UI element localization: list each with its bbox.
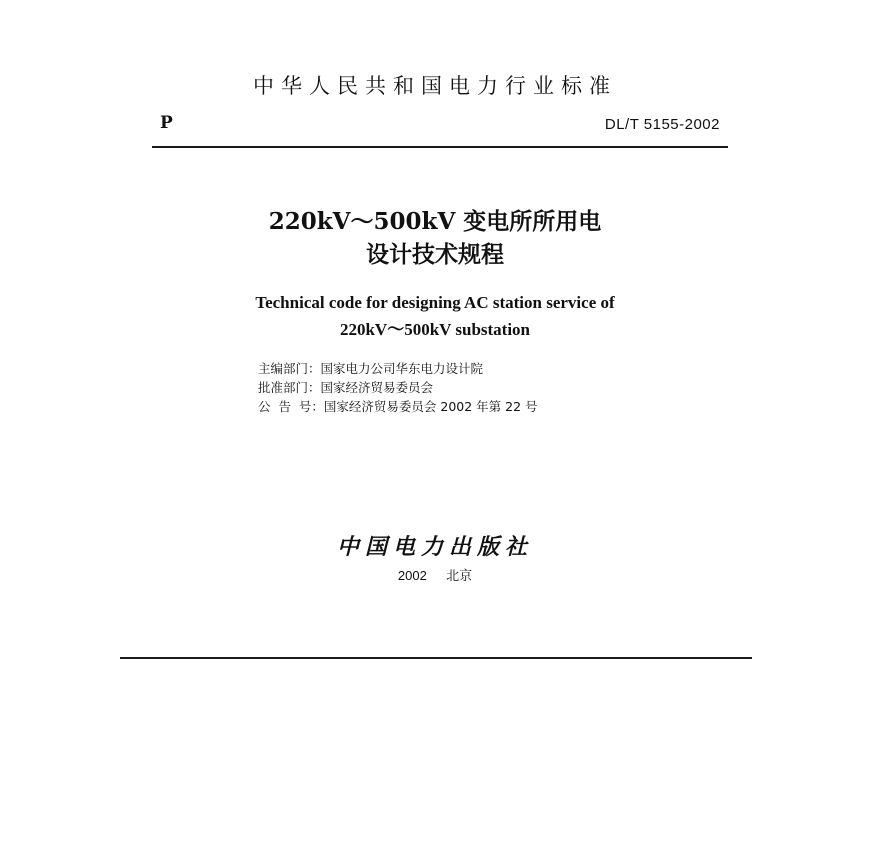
publisher-name: 中国电力出版社: [336, 534, 533, 560]
english-title: [0, 289, 870, 343]
classification-letter: P: [160, 113, 173, 133]
approver-value: 国家经济贸易委员会: [320, 380, 434, 395]
editor-value: 国家电力公司华东电力设计院: [320, 361, 484, 376]
approver-row: [258, 378, 538, 397]
english-title-line-1: Technical code for designing AC station service of: [255, 293, 615, 312]
editor-label: 主编部门：: [258, 361, 321, 376]
chinese-title-line-1: 220kV～500kV 变电所所用电: [268, 208, 602, 235]
notice-label: 公 告 号：: [258, 399, 324, 414]
notice-row: [258, 397, 538, 416]
chinese-title: [0, 205, 870, 271]
header-rule: [152, 146, 728, 148]
standard-code: DL/T 5155-2002: [604, 116, 720, 133]
notice-value: 国家经济贸易委员会 2002 年第 22 号: [323, 399, 538, 414]
approver-label: 批准部门：: [258, 380, 321, 395]
editor-row: [258, 359, 538, 378]
publication-year-place: 2002 北京: [397, 568, 473, 583]
footer-rule: [120, 657, 752, 659]
english-title-line-2: 220kV～500kV substation: [339, 320, 531, 339]
chinese-title-line-2: 设计技术规程: [366, 241, 504, 268]
publication-metadata: [258, 359, 538, 416]
standard-category-title: 中华人民共和国电力行业标准: [253, 74, 617, 98]
